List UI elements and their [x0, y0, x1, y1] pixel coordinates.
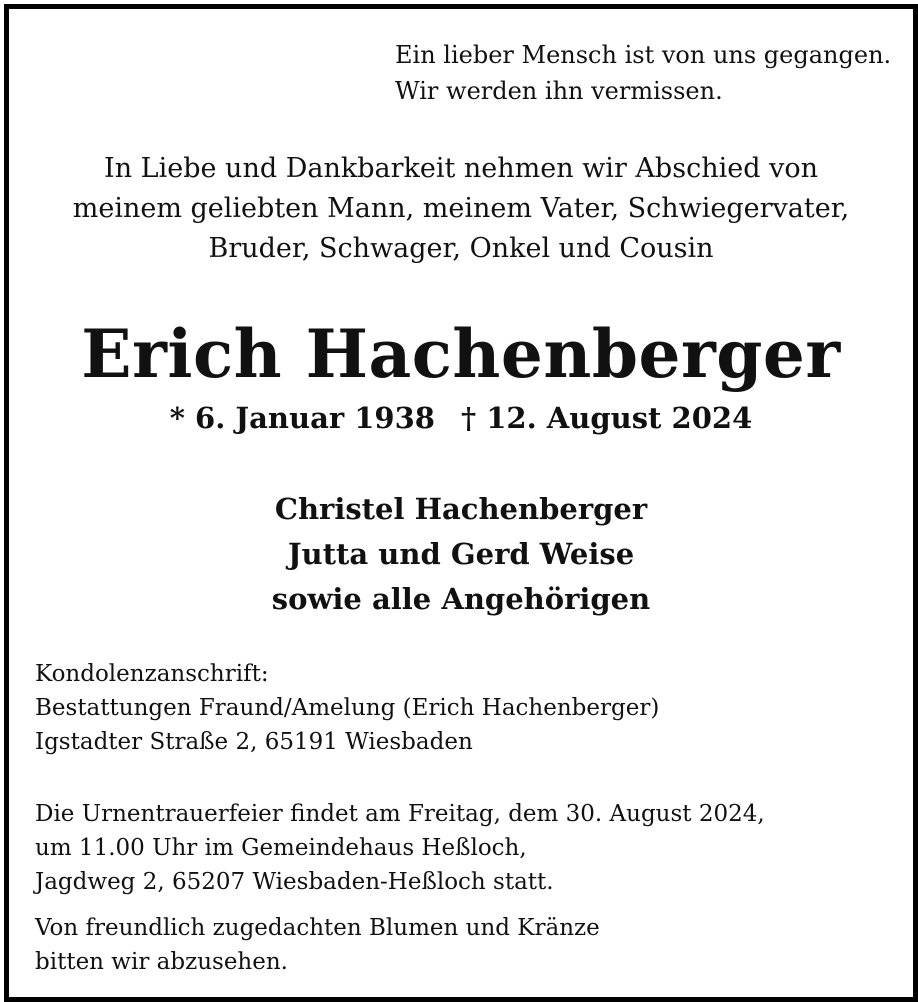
epigraph-line-2: Wir werden ihn vermissen.	[395, 77, 723, 105]
epigraph-line-1: Ein lieber Mensch ist von uns gegangen.	[395, 41, 892, 69]
condolence-address	[35, 657, 659, 759]
ceremony-info	[35, 797, 765, 899]
condolence-line-2: Igstadter Straße 2, 65191 Wiesbaden	[35, 729, 473, 755]
condolence-line-1: Bestattungen Fraund/Amelung (Erich Hachenberger)	[35, 695, 660, 721]
intro-line-2: meinem geliebten Mann, meinem Vater, Schwiegervater,	[72, 193, 850, 224]
mourner-line-2: Jutta und Gerd Weise	[287, 537, 635, 571]
ceremony-line-3: Jagdweg 2, 65207 Wiesbaden-Heßloch statt.	[35, 869, 554, 895]
death-date: † 12. August 2024	[460, 401, 753, 435]
condolence-label: Kondolenzanschrift:	[35, 661, 269, 687]
ceremony-line-1: Die Urnentrauerfeier findet am Freitag, dem 30. August 2024,	[35, 801, 765, 827]
flowers-note	[35, 911, 600, 979]
epigraph	[395, 37, 891, 109]
obituary-notice	[4, 4, 918, 1002]
flowers-line-1: Von freundlich zugedachten Blumen und Kränze	[35, 915, 600, 941]
ceremony-line-2: um 11.00 Uhr im Gemeindehaus Heßloch,	[35, 835, 527, 861]
intro-line-3: Bruder, Schwager, Onkel und Cousin	[208, 233, 714, 264]
intro-line-1: In Liebe und Dankbarkeit nehmen wir Abschied von	[104, 153, 818, 184]
life-dates	[9, 397, 913, 439]
mourner-line-3: sowie alle Angehörigen	[271, 582, 651, 616]
flowers-line-2: bitten wir abzusehen.	[35, 949, 288, 975]
mourners	[9, 487, 913, 622]
mourner-line-1: Christel Hachenberger	[274, 492, 648, 526]
birth-date: * 6. Januar 1938	[169, 401, 435, 435]
intro-text	[9, 149, 913, 269]
deceased-name: Erich Hachenberger	[81, 315, 841, 393]
